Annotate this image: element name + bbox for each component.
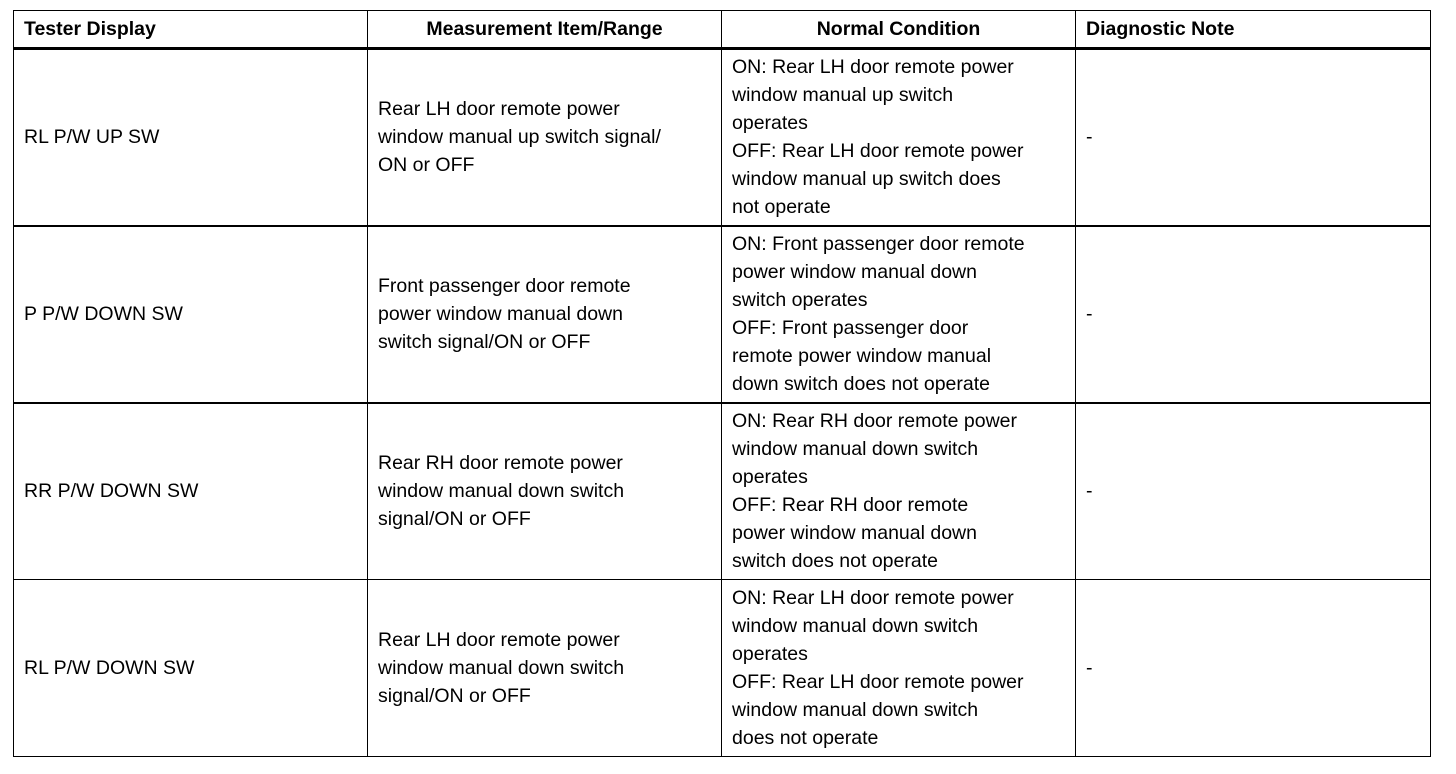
cell-diagnostic-note: -	[1076, 49, 1431, 226]
table-header	[14, 11, 1431, 49]
cell-diagnostic-note: -	[1076, 403, 1431, 580]
table-body	[14, 49, 1431, 757]
cell-measurement-item: Rear LH door remote power window manual up switch signal/ ON or OFF	[368, 49, 722, 226]
table-row	[14, 226, 1431, 403]
cell-measurement-item: Front passenger door remote power window manual down switch signal/ON or OFF	[368, 226, 722, 403]
header-diagnostic-note: Diagnostic Note	[1076, 11, 1431, 49]
cell-normal-condition: ON: Rear LH door remote power window manual down switch operates OFF: Rear LH door remote power window manual down switch does not operate	[722, 580, 1076, 757]
cell-diagnostic-note: -	[1076, 226, 1431, 403]
header-normal-condition: Normal Condition	[722, 11, 1076, 49]
cell-diagnostic-note: -	[1076, 580, 1431, 757]
cell-normal-condition: ON: Rear RH door remote power window manual down switch operates OFF: Rear RH door remote power window manual down switch does not operate	[722, 403, 1076, 580]
table-row	[14, 580, 1431, 757]
cell-tester-display: RR P/W DOWN SW	[14, 403, 368, 580]
data-list-table	[13, 10, 1431, 757]
cell-tester-display: P P/W DOWN SW	[14, 226, 368, 403]
header-row	[14, 11, 1431, 49]
cell-measurement-item: Rear RH door remote power window manual down switch signal/ON or OFF	[368, 403, 722, 580]
table-row	[14, 49, 1431, 226]
header-tester-display: Tester Display	[14, 11, 368, 49]
table-row	[14, 403, 1431, 580]
cell-tester-display: RL P/W DOWN SW	[14, 580, 368, 757]
header-measurement-item: Measurement Item/Range	[368, 11, 722, 49]
cell-normal-condition: ON: Front passenger door remote power window manual down switch operates OFF: Front passenger door remote power window manual down switch does not operate	[722, 226, 1076, 403]
cell-measurement-item: Rear LH door remote power window manual down switch signal/ON or OFF	[368, 580, 722, 757]
cell-tester-display: RL P/W UP SW	[14, 49, 368, 226]
cell-normal-condition: ON: Rear LH door remote power window manual up switch operates OFF: Rear LH door remote power window manual up switch does not operate	[722, 49, 1076, 226]
